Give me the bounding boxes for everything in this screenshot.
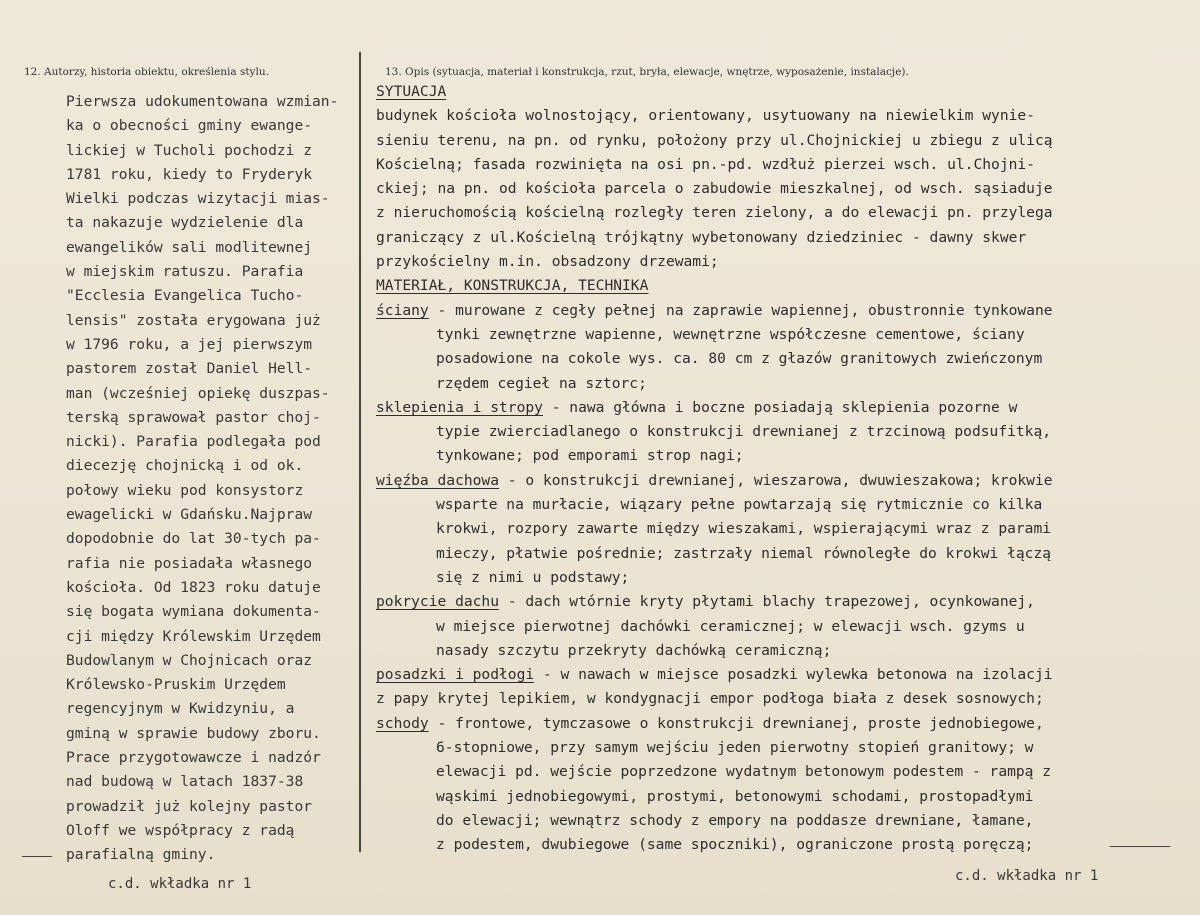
text-line: regencyjnym w Kwidzyniu, a <box>66 700 295 718</box>
text-line: graniczący z ul.Kościelną trójkątny wybetonowany dziedziniec - dawny skwer <box>376 228 1027 246</box>
text-line: Pierwsza udokumentowana wzmian- <box>66 93 339 110</box>
text-line: prowadził już kolejny pastor <box>66 797 313 815</box>
text-line: sieniu terenu, na pn. od rynku, położony przy ul.Chojnickiej u zbiegu z ulicą <box>376 131 1053 149</box>
text-line: Oloff we współpracy z radą <box>66 821 295 839</box>
text-line: Prace przygotowawcze i nadzór <box>66 749 321 767</box>
text-line: 1781 roku, kiedy to Fryderyk <box>66 165 313 183</box>
sciany-line <box>376 299 1176 323</box>
pokrycie-line <box>376 590 1176 614</box>
text-line: terską sprawował pastor choj- <box>66 408 321 426</box>
text-line: dopodobnie do lat 30-tych pa- <box>66 530 321 548</box>
text-line: z podestem, dwubiegowe (same spoczniki), ograniczone prostą poręczą; <box>436 836 1034 854</box>
text-line: "Ecclesia Evangelica Tuchо- <box>66 287 304 305</box>
text-line: ewagelicki w Gdańsku.Najpraw <box>66 506 313 524</box>
text-line: wsparte na murłacie, wiązary pełne powtarzają się rytmicznie co kilka <box>436 496 1043 514</box>
description-text <box>376 80 1176 858</box>
text-line: gminą w sprawie budowy zboru. <box>66 724 321 742</box>
text-line: ta nakazuje wydzielenie dla <box>66 214 304 232</box>
text-line: wąskimi jednobiegowymi, prostymi, betonowymi schodami, prostopadłymi <box>436 787 1034 805</box>
column-divider <box>359 52 361 852</box>
sklepienia-label: sklepienia i stropy <box>376 398 543 416</box>
text-segment: - frontowe, tymczasowe o konstrukcji drewnianej, proste jednobiegowe, <box>428 714 1044 732</box>
text-line: typie zwierciadlanego o konstrukcji drewnianej z trzcinową podsufitką, <box>436 423 1052 441</box>
text-segment: - nawa główna i boczne posiadają sklepienia pozorne w <box>542 398 1018 416</box>
text-line: nicki). Parafia podlegała pod <box>66 433 321 451</box>
right-section-heading: 13. Opis (sytuacja, materiał i konstrukcja, rzut, bryła, elewacje, wnętrze, wyposażenie, instalacje). <box>385 66 909 78</box>
text-line: Budowlanym w Chojnicach oraz <box>66 651 313 669</box>
left-margin-rule <box>22 856 52 857</box>
text-line: ka o obecności gminy ewange- <box>66 117 313 135</box>
text-line: kościoła. Od 1823 roku datuje <box>66 578 321 596</box>
sytuacja-heading: SYTUACJA <box>376 83 447 100</box>
text-line: się bogata wymiana dokumenta- <box>66 603 321 621</box>
text-line: lickiej w Tucholi pochodzi z <box>66 141 313 159</box>
text-line: z papy krytej lepikiem, w kondygnacji empor podłoga biała z desek sosnowych; <box>376 690 1044 708</box>
text-segment: - murowane z cegły pełnej na zaprawie wapiennej, obustronnie tynkowane <box>428 301 1053 319</box>
text-line: w miejsce pierwotnej dachówki ceramicznej; w elewacji wsch. gzyms u <box>436 617 1025 635</box>
text-line: Wielki podczas wizytacji mias- <box>66 190 330 208</box>
posadzki-line <box>376 663 1176 687</box>
text-line: posadowione na cokole wys. ca. 80 cm z głazów granitowych zwieńczonym <box>436 350 1043 368</box>
text-line: do elewacji; wewnątrz schody z empory na poddasze drewniane, łamane, <box>436 811 1034 829</box>
sciany-label: ściany <box>376 301 429 319</box>
material-heading: MATERIAŁ, KONSTRUKCJA, TECHNIKA <box>376 277 649 295</box>
text-line: diecezję chojnicką i od ok. <box>66 457 304 475</box>
text-line: parafialną gminy. <box>66 846 216 864</box>
text-line: w miejskim ratuszu. Parafia <box>66 263 304 281</box>
text-line: ckiej; na pn. od kościoła parcela o zabudowie mieszkalnej, od wsch. sąsiaduje <box>376 180 1053 198</box>
text-line: tynkowane; pod emporami strop nagi; <box>436 447 744 465</box>
text-line: krokwi, rozpory zawarte między wieszakami, wspierającymi wraz z parami <box>436 520 1052 538</box>
text-line: mieczy, płatwie pośrednie; zastrzały niemal równoległe do krokwi łączą <box>436 544 1052 562</box>
right-continuation-note: c.d. wkładka nr 1 <box>955 868 1099 884</box>
schody-label: schody <box>376 714 429 732</box>
text-line: się z nimi u podstawy; <box>436 568 630 586</box>
text-line: rzędem cegieł na sztorc; <box>436 374 647 392</box>
wiezba-line <box>376 469 1176 493</box>
schody-line <box>376 712 1176 736</box>
text-line: przykościelny m.in. obsadzony drzewami; <box>376 253 719 271</box>
text-line: man (wcześniej opiekę duszpas- <box>66 384 330 402</box>
wiezba-label: więźba dachowa <box>376 471 500 489</box>
text-line: Kościelną; fasada rozwinięta na osi pn.-pd. wzdłuż pierzei wsch. ul.Chojni- <box>376 155 1035 173</box>
text-line: połowy wieku pod konsystorz <box>66 481 304 499</box>
text-segment: - o konstrukcji drewnianej, wieszarowa, dwuwieszakowa; krokwie <box>499 471 1053 489</box>
history-text <box>66 90 356 868</box>
text-line: nasady szczytu przekryty dachówką ceramiczną; <box>436 641 832 659</box>
text-segment: - dach wtórnie kryty płytami blachy trapezowej, ocynkowanej, <box>499 593 1035 611</box>
text-segment: - w nawach w miejsce posadzki wylewka betonowa na izolacji <box>534 666 1053 684</box>
text-line: Królewsko-Pruskim Urzędem <box>66 676 286 694</box>
text-line: ewangelików sali modlitewnej <box>66 238 313 256</box>
text-line: pastorem został Daniel Hell- <box>66 360 313 378</box>
text-line: budynek kościoła wolnostojący, orientowany, usytuowany na niewielkim wynie- <box>376 107 1035 125</box>
text-line: rafia nie posiadała własnego <box>66 554 313 572</box>
text-line: lensis" została erygowana już <box>66 311 321 329</box>
text-line: 6-stopniowe, przy samym wejściu jeden pierwotny stopień granitowy; w <box>436 739 1034 757</box>
posadzki-label: posadzki i podłogi <box>376 666 535 684</box>
sklepienia-line <box>376 396 1176 420</box>
left-continuation-note: c.d. wkładka nr 1 <box>108 876 252 892</box>
text-line: w 1796 roku, a jej pierwszym <box>66 335 313 353</box>
left-section-heading: 12. Autorzy, historia obiektu, określenia stylu. <box>24 66 269 78</box>
text-line: tynki zewnętrzne wapienne, wewnętrzne współczesne cementowe, ściany <box>436 325 1025 343</box>
text-line: z nieruchomością kościelną rozległy teren zielony, a do elewacji pn. przylega <box>376 204 1053 222</box>
text-line: nad budową w latach 1837-38 <box>66 773 304 791</box>
text-line: cji między Królewskim Urzędem <box>66 627 321 645</box>
pokrycie-label: pokrycie dachu <box>376 593 500 611</box>
text-line: elewacji pd. wejście poprzedzone wydatnym betonowym podestem - rampą z <box>436 763 1052 781</box>
